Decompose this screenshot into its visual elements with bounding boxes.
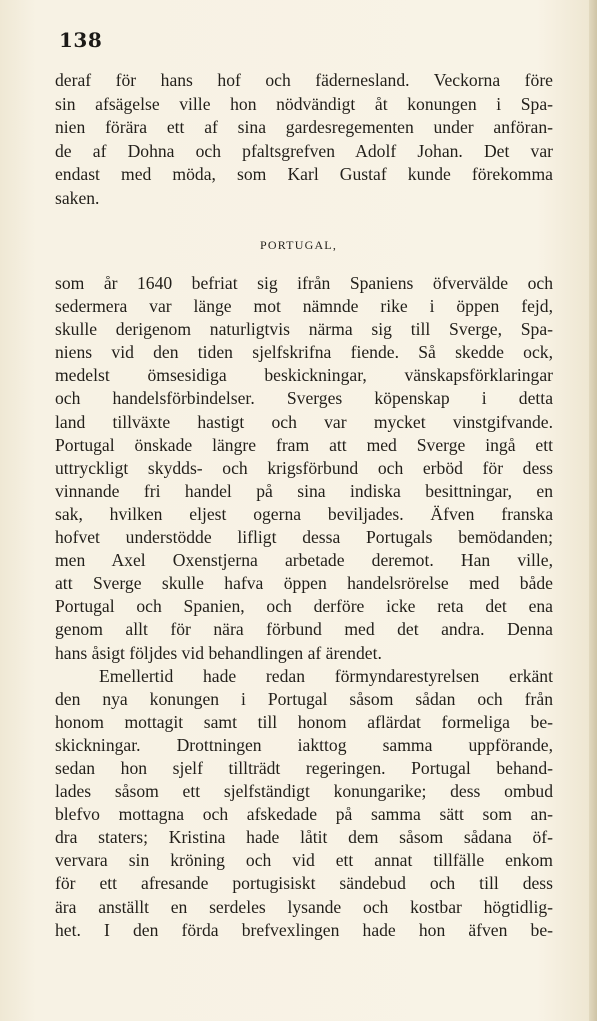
text-line: uttryckligt skydds- och krigsförbund och erböd för dess [55, 457, 553, 478]
text-line: Emellertid hade redan förmyndarestyrelsen erkänt [99, 665, 553, 686]
text-line: sedermera var länge mot nämnde rike i öppen fejd, [55, 296, 553, 317]
section-heading: PORTUGAL, [259, 238, 338, 252]
text-line: dra staters; Kristina hade låtit dem såsom sådana öf- [55, 827, 553, 848]
text-line: medelst ömsesidiga beskickningar, vänskapsförklaringar [55, 365, 553, 386]
text-line: het. I den förda brefvexlingen hade hon äfven be- [55, 919, 553, 940]
text-line: hofvet understödde lifligt dessa Portugals bemödanden; [55, 527, 553, 548]
text-line: de af Dohna och pfaltsgrefven Adolf Johan. Det var [55, 140, 553, 161]
text-line: vervara sin kröning och vid ett annat tillfälle enkom [55, 850, 553, 871]
text-line: sedan hon sjelf tillträdt regeringen. Portugal behand- [55, 757, 553, 778]
text-line: skulle derigenom naturligtvis närma sig till Sverge, Spa- [55, 319, 553, 340]
text-line: nien förära ett af sina gardesregementen under anföran- [55, 117, 553, 138]
text-line: endast med möda, som Karl Gustaf kunde förekomma [55, 164, 553, 185]
text-line: vinnande fri handel på sina indiska besittningar, en [55, 480, 553, 501]
text-line: att Sverge skulle hafva öppen handelsrörelse med både [55, 573, 553, 594]
text-line: skickningar. Drottningen iakttog samma uppförande, [55, 734, 553, 755]
text-line: deraf för hans hof och fädernesland. Veckorna före [55, 70, 553, 90]
text-line: honom mottagit samt till honom aflärdat formeliga be- [55, 711, 553, 732]
text-line: genom allt för nära förbund med det andra. Denna [55, 619, 553, 640]
text-line: ära anställt en serdeles lysande och kostbar högtidlig- [55, 896, 553, 917]
text-line: hans åsigt följdes vid behandlingen af ärendet. [55, 642, 382, 663]
page-number: 138 [59, 28, 103, 52]
text-line: saken. [55, 187, 100, 208]
text-line: för ett afresande portugisiskt sändebud och till dess [55, 873, 553, 894]
text-line: Portugal och Spanien, och derföre icke reta det ena [55, 596, 553, 617]
paragraph-1 [55, 69, 553, 211]
text-line: men Axel Oxenstjerna arbetade deremot. Han ville, [55, 550, 553, 571]
text-line: lades såsom ett sjelfständigt konungarike; dess ombud [55, 781, 553, 802]
page-edge-shadow [589, 0, 597, 1021]
text-line: blefvo mottagna och afskedade på samma sätt som an- [55, 804, 553, 825]
text-line: sak, hvilken eljest ogerna beviljades. Äfven franska [55, 503, 553, 524]
paragraph-2 [55, 272, 553, 942]
text-line: Portugal önskade längre fram att med Sverge ingå ett [55, 434, 553, 455]
text-line: land tillväxte hastigt och var mycket vinstgifvande. [55, 411, 553, 432]
text-line: och handelsförbindelser. Sverges köpenskap i detta [55, 388, 553, 409]
text-line: den nya konungen i Portugal såsom sådan och från [55, 688, 553, 709]
text-line: som år 1640 befriat sig ifrån Spaniens öfvervälde och [55, 273, 553, 293]
text-line: niens vid den tiden sjelfskrifna fiende. Så skedde ock, [55, 342, 553, 363]
text-line: sin afsägelse ville hon nödvändigt åt konungen i Spa- [55, 93, 553, 114]
